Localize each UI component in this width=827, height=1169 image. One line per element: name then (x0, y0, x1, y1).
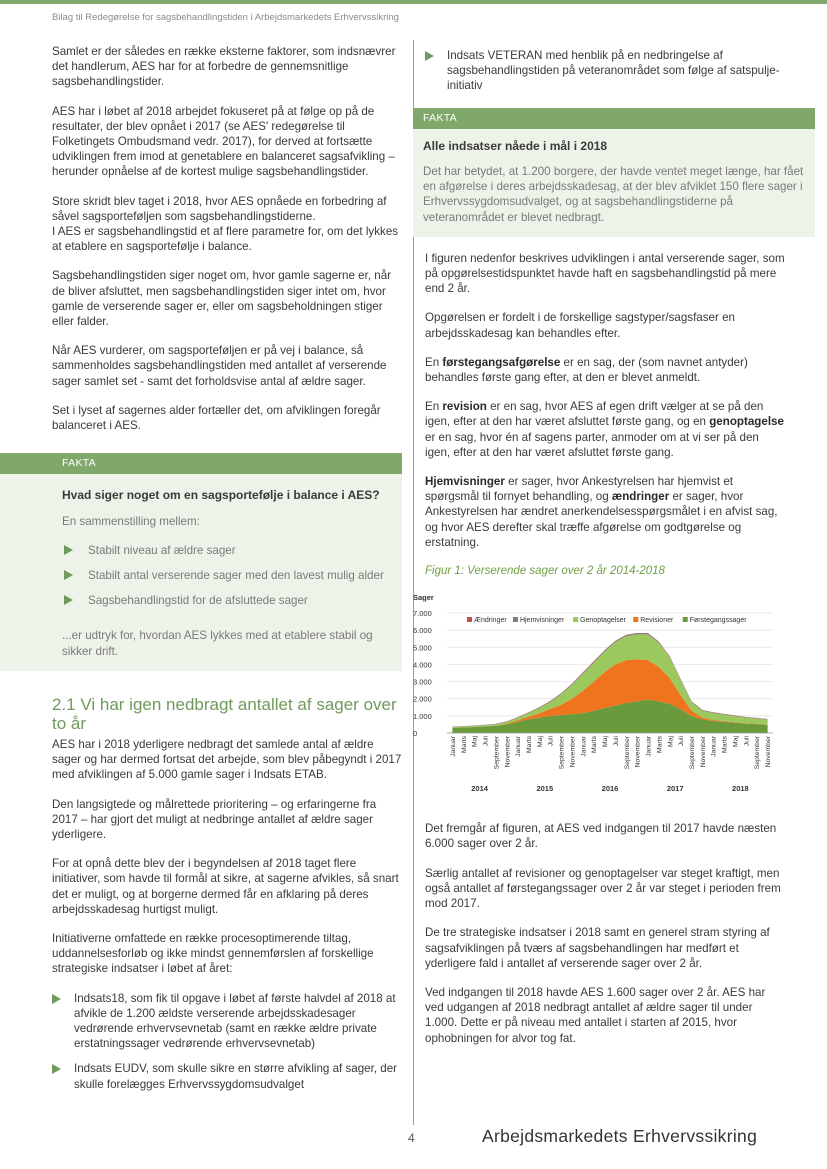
fakta-body-text: Det har betydet, at 1.200 borgere, der havde ventet meget længe, har fået en afgørelse i deres arbejdsskadesag, at der blev afviklet 150 flere sager i Erhvervssygdomsudvalget, og at sagsbehandlingstiderne på veteranområdet er blevet nedbragt. (423, 165, 804, 224)
paragraph: De tre strategiske indsatser i 2018 samt en generel stram styring af sagsafviklingen på tværs af sagsbehandlingen har medført et yderligere fald i antallet af verserende sager over 2 år. (425, 926, 770, 970)
x-tick-label: September (623, 736, 631, 770)
x-tick-label: Maj (536, 736, 544, 748)
paragraph: En revision er en sag, hvor AES af egen drift vælger at se på den igen, efter at den har været afsluttet første gang, og en genoptagelse er en sag, hvor én af sagens parter, anmoder om at vi ser på den igen, efter at den har været afsluttet første gang. (425, 400, 784, 459)
fakta-box-balance (0, 453, 402, 671)
fakta-outro: ...er udtryk for, hvordan AES lykkes med at etablere stabil og sikker drift. (62, 629, 373, 658)
top-accent-bar (0, 0, 827, 4)
term-forstegangsafgorelse: førstegangsafgørelse (442, 355, 561, 369)
x-tick-label: September (558, 736, 566, 770)
x-tick-label: November (634, 736, 642, 768)
paragraph: Særlig antallet af revisioner og genoptagelser var steget kraftigt, men også antallet af førstegangssager over 2 år var steget i perioden frem mod 2017. (425, 866, 781, 911)
x-tick-label: September (754, 736, 762, 770)
paragraph: Store skridt blev taget i 2018, hvor AES opnåede en forbedring af såvel sagsporteføljen som sagsbehandlingstiderne. I AES er sagsbehandlingstid et af flere parametre for, om det lykkes at etablere en sagsportefølje i balance. (52, 194, 399, 254)
y-axis-label: Sager (413, 593, 434, 603)
figure-caption: Figur 1: Verserende sager over 2 år 2014-2018 (425, 565, 665, 578)
year-label: 2015 (536, 784, 554, 794)
x-tick-label: Juli (743, 736, 751, 747)
legend-swatch (573, 617, 578, 622)
x-tick-label: Marts (591, 736, 599, 754)
x-tick-label: Marts (656, 736, 664, 754)
y-tick-label: 3.000 (413, 677, 432, 687)
page-header: Bilag til Redegørelse for sagsbehandlingstiden i Arbejdsmarkedets Erhvervssikring (52, 12, 399, 23)
y-tick-label: 2.000 (413, 694, 432, 704)
paragraph: Hjemvisninger er sager, hvor Ankestyrelsen har hjemvist et spørgsmål til fornyet behandling, og ændringer er sager, hvor Ankestyrelsen har ændret anerkendelsesspørgsmålet i en afvist sag, og hvor AES derefter skal træffe afgørelse om godtgørelse og erstatning. (425, 475, 778, 549)
paragraph: Når AES vurderer, om sagsporteføljen er på vej i balance, så sammenholdes sagsbehandlingstiden med antallet af verserende sager samlet set - samt det forholdsvise antal af ældre sager. (52, 344, 387, 388)
year-label: 2017 (666, 784, 684, 794)
term-hjemvisninger: Hjemvisninger (425, 475, 505, 489)
x-tick-label: Januar (580, 736, 588, 758)
y-tick-label: 7.000 (413, 609, 432, 619)
x-tick-label: Juli (612, 736, 620, 747)
x-tick-label: November (504, 736, 512, 768)
fakta-box-results (413, 108, 815, 237)
paragraph: AES har i 2018 yderligere nedbragt det samlede antal af ældre sager og har dermed fortsat det arbejde, som blev påbegyndt i 2017 med afviklingen af 5.000 gamle sager i Indsats ETAB. (52, 737, 402, 782)
x-tick-label: Marts (721, 736, 729, 754)
paragraph: En førstegangsafgørelse er en sag, der (som navnet antyder) behandles første gang efter, at den er blevet anmeldt. (425, 355, 748, 385)
y-tick-label: 0 (413, 729, 418, 739)
y-tick-label: 4.000 (413, 660, 432, 670)
term-revision: revision (442, 400, 487, 414)
bullet-item: Indsats VETERAN med henblik på en nedbringelse af sagsbehandlingstiden på veteranområdet som følge af satspulje-initiativ (425, 48, 787, 94)
paragraph: Den langsigtede og målrettede prioritering – og erfaringerne fra 2017 – har gjort det muligt at nedbringe antallet af ældre sager yderligere. (52, 797, 377, 841)
paragraph: Det fremgår af figuren, at AES ved indgangen til 2017 havde næsten 6.000 sager over 2 år. (425, 822, 777, 851)
legend-label: Revisioner (640, 617, 674, 625)
paragraph: Initiativerne omfattede en række procesoptimerende tiltag, uddannelsesforløb og ikke mindst gennemførslen af forskellige strategiske indsatser i løbet af året: (52, 931, 374, 976)
fakta-title: Hvad siger noget om en sagsportefølje i balance i AES? (62, 488, 380, 503)
paragraph: Opgørelsen er fordelt i de forskellige sagstyper/sagsfaser en arbejdsskadesag kan behandles efter. (425, 311, 735, 340)
x-tick-label: Juli (547, 736, 555, 747)
term-aendringer: ændringer (611, 490, 670, 504)
right-column (413, 48, 804, 1060)
year-label: 2018 (732, 784, 749, 794)
x-tick-label: Maj (732, 736, 740, 748)
fakta-bullet: Stabilt niveau af ældre sager (62, 543, 392, 558)
x-tick-label: Maj (667, 736, 675, 748)
footer-brand: Arbejdsmarkedets Erhvervssikring (482, 1126, 758, 1146)
stacked-area-chart (409, 585, 781, 805)
page-number: 4 (408, 1131, 415, 1145)
paragraph: Set i lyset af sagernes alder fortæller det, om afviklingen foregår balanceret i AES. (52, 403, 381, 433)
fakta-bullet: Stabilt antal verserende sager med den lavest mulig alder (62, 568, 392, 583)
legend-swatch (513, 617, 518, 622)
paragraph: I figuren nedenfor beskrives udviklingen i antal verserende sager, som på opgørelsestidspunktet havde haft en sagsbehandlingstid på mere end 2 år. (425, 251, 785, 296)
x-tick-label: Maj (471, 736, 479, 748)
bullet-item: Indsats18, som fik til opgave i løbet af første halvdel af 2018 at afvikle de 1.200 ældste verserende arbejdsskadesager vedrørende erhvervsevnetab (samt en række ældre private erstatningssager vedrørende erhvervsevnetab) (52, 991, 402, 1052)
section-heading: 2.1 Vi har igen nedbragt antallet af sager over to år (52, 694, 397, 733)
legend-label: Førstegangssager (689, 617, 747, 625)
bullet-item: Indsats EUDV, som skulle sikre en større afvikling af sager, der skulle forelægges Erhvervssygdomsudvalget (52, 1061, 402, 1091)
legend-swatch (633, 617, 638, 622)
fakta-label: FAKTA (0, 453, 402, 474)
legend-swatch (467, 617, 472, 622)
x-tick-label: September (493, 736, 501, 770)
paragraph: Samlet er der således en række eksterne faktorer, som indsnævrer det handlerum, AES har for at forbedre de gennemsnitlige sagsbehandlingstider. (52, 45, 396, 89)
year-label: 2016 (601, 784, 619, 794)
legend-label: Hjemvisninger (519, 617, 565, 625)
left-column (52, 44, 402, 1102)
legend-label: Ændringer (474, 617, 507, 625)
x-tick-label: Juli (678, 736, 686, 747)
paragraph: Ved indgangen til 2018 havde AES 1.600 sager over 2 år. AES har ved udgangen af 2018 nedbragt antallet af ældre sager til under 1.000. Dette er på niveau med antallet i starten af 2015, hvor ophobningen for alvor tog fat. (425, 985, 766, 1045)
paragraph: Sagsbehandlingstiden siger noget om, hvor gamle sagerne er, når de bliver afsluttet, men sagsbehandlingstiden siger intet om, hvor gamle de verserende sager er, eller om sagsbeholdningen stiger eller falder. (52, 269, 392, 329)
x-tick-label: November (569, 736, 577, 768)
legend-label: Genoptagelser (580, 617, 627, 625)
x-tick-label: Januar (515, 736, 523, 758)
y-tick-label: 1.000 (413, 712, 432, 722)
x-tick-label: Januar (645, 736, 653, 758)
x-tick-label: Januar (449, 736, 457, 758)
fakta-intro: En sammenstilling mellem: (62, 514, 200, 528)
fakta-label: FAKTA (413, 108, 815, 129)
y-tick-label: 5.000 (413, 643, 432, 653)
x-tick-label: November (699, 736, 707, 768)
y-tick-label: 6.000 (413, 626, 432, 636)
paragraph: AES har i løbet af 2018 arbejdet fokuseret på at følge op på de resultater, der blev opnået i 2017 (se AES' redegørelse til Folketingets Ombudsmand vedr. 2017), for derved at fortsætte udviklingen frem imod at genetablere en balanceret sagsafvikling – herunder opnåelse af de kortest mulige sagsbehandlingstider. (52, 104, 395, 179)
x-tick-label: Maj (602, 736, 610, 748)
x-tick-label: Marts (526, 736, 533, 754)
x-tick-label: November (765, 736, 773, 768)
paragraph: For at opnå dette blev der i begyndelsen af 2018 taget flere initiativer, som havde til formål at sikre, at sagerne afvikles, så snart det er muligt, og at borgerne dermed får en afklaring på deres arbejdsskadesag hurtigst muligt. (52, 857, 399, 916)
term-genoptagelse: genoptagelse (709, 415, 784, 429)
fakta-title: Alle indsatser nåede i mål i 2018 (423, 138, 608, 153)
fakta-bullet: Sagsbehandlingstid for de afsluttede sager (62, 593, 392, 608)
year-label: 2014 (471, 784, 488, 794)
x-tick-label: Juli (482, 736, 490, 747)
x-tick-label: Marts (460, 736, 468, 754)
x-tick-label: Januar (710, 736, 718, 758)
x-tick-label: September (689, 736, 696, 770)
legend-swatch (683, 617, 688, 622)
